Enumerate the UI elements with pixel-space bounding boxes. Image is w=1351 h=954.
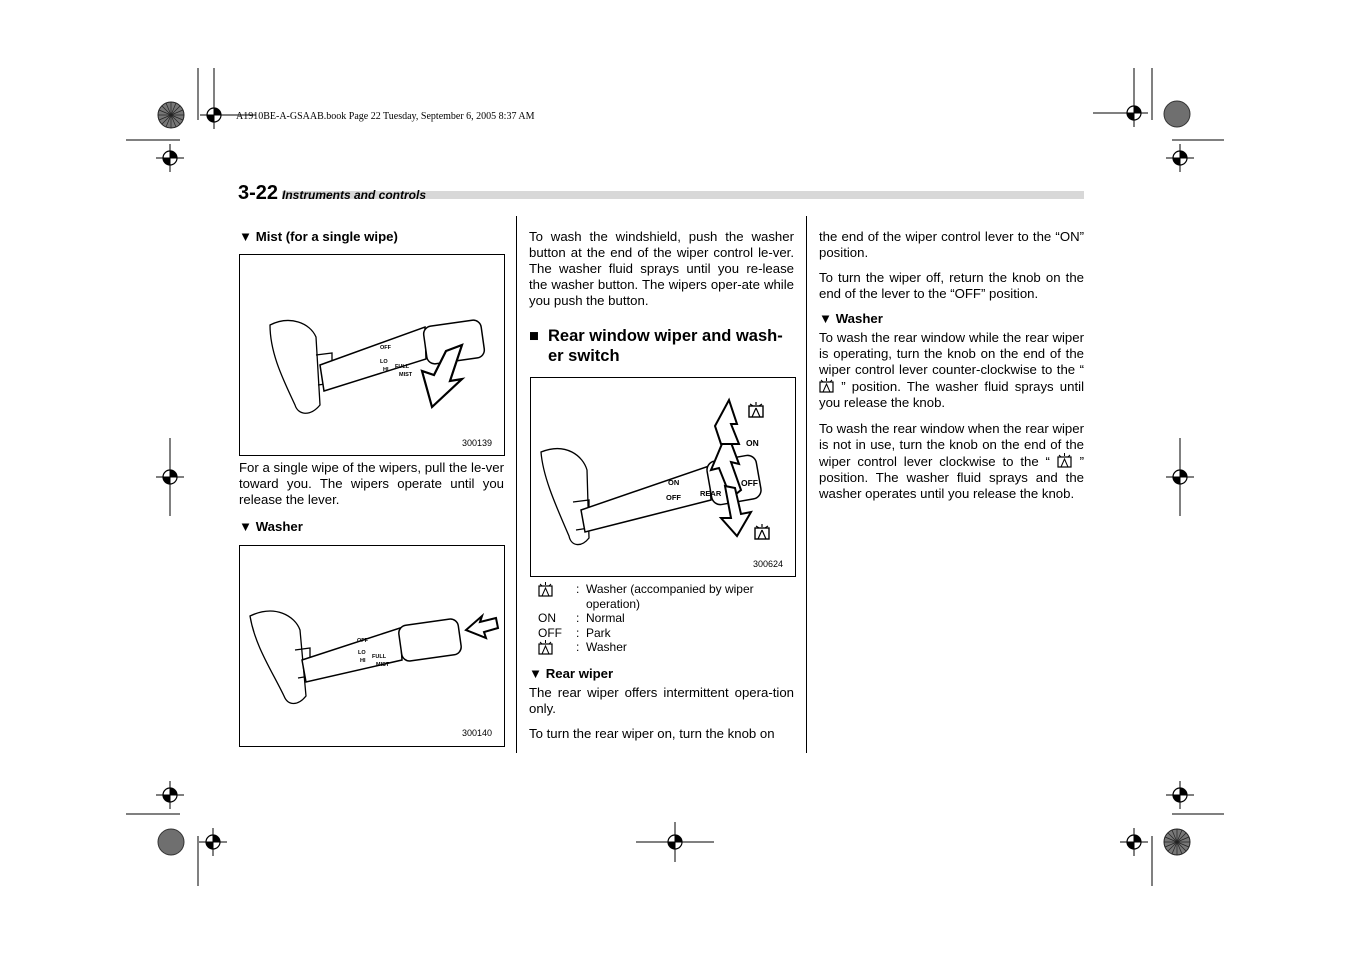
rear-on-continued-text: the end of the wiper control lever to the “ON” position.	[819, 229, 1084, 260]
column-1	[239, 229, 504, 245]
switch-label: FULL	[395, 364, 410, 370]
rear-wiper-heading: ▼ Rear wiper	[529, 666, 614, 681]
legend-key: OFF	[538, 625, 562, 640]
column-2	[529, 229, 794, 309]
figure-code: 300139	[462, 438, 493, 448]
legend-row: OFF : Park	[538, 626, 796, 641]
mist-text: For a single wipe of the wipers, pull the le-ver toward you. The wipers operate until you release the lever.	[239, 460, 504, 507]
switch-label: OFF	[380, 345, 391, 351]
washer-symbol-icon	[538, 640, 554, 655]
switch-label: LO	[380, 359, 388, 365]
washer-symbol-icon	[819, 378, 835, 393]
switch-label: MIST	[376, 662, 390, 668]
knob-label-off: OFF	[666, 493, 681, 502]
figure-mist	[239, 254, 505, 456]
rear-section-heading	[529, 326, 794, 366]
legend-row: : Washer	[538, 640, 796, 657]
legend-row: : Washer (accompanied by wiper operation)	[538, 582, 796, 611]
rear-wiper-text: To turn the rear wiper on, turn the knob on	[529, 726, 775, 741]
column-divider	[806, 216, 807, 753]
legend-row: ON : Normal	[538, 611, 796, 626]
legend-key: ON	[538, 611, 556, 625]
wiper-lever-pull-illustration	[240, 255, 504, 455]
legend-desc: Normal	[586, 611, 625, 625]
knob-label-rear: REAR	[700, 489, 722, 498]
switch-legend	[538, 582, 796, 657]
washer-symbol-icon	[1057, 453, 1073, 468]
column-divider	[516, 216, 517, 753]
windshield-wash-text: To wash the windshield, push the washer button at the end of the wiper control le-ver. The washer fluid sprays until you re-lease the washer button. The wipers oper-ate while you push the button.	[529, 229, 794, 308]
mist-heading: ▼ Mist (for a single wipe)	[239, 229, 398, 244]
washer-symbol-icon	[538, 582, 554, 597]
washer-section	[239, 519, 504, 535]
legend-desc: Washer	[586, 640, 627, 654]
legend-desc: Washer (accompanied by wiper operation)	[586, 582, 754, 611]
arrow-label-on: ON	[746, 438, 759, 448]
arrow-label-off: OFF	[741, 478, 758, 488]
wiper-lever-push-illustration	[240, 546, 504, 746]
figure-code: 300140	[462, 728, 493, 738]
rear-washer-text: To wash the rear window when the rear wiper is not in use, turn the knob on the end of the wiper control lever clockwise to the “ ” position. The washer fluid sprays and the washer operates until you release the knob.	[819, 421, 1084, 501]
washer-symbol-icon	[749, 402, 763, 417]
rear-wiper-switch-illustration	[531, 378, 795, 576]
switch-label: HI	[360, 658, 366, 664]
rear-wiper-text: The rear wiper offers intermittent opera-tion only.	[529, 685, 794, 716]
rear-washer-heading: ▼ Washer	[819, 311, 883, 326]
figure-rear-wiper	[530, 377, 796, 577]
column-3	[819, 229, 1084, 502]
rear-heading: Rear window wiper and wash-er switch	[548, 327, 783, 365]
figure-code: 300624	[753, 559, 784, 569]
figure-washer	[239, 545, 505, 747]
page-number: 3-22	[238, 182, 279, 204]
washer-symbol-icon	[755, 524, 769, 539]
knob-label-on: ON	[668, 478, 680, 487]
mist-description	[239, 460, 504, 508]
switch-label: MIST	[399, 372, 413, 378]
switch-label: HI	[383, 367, 389, 373]
switch-label: FULL	[372, 654, 387, 660]
switch-label: LO	[358, 650, 366, 656]
switch-label: OFF	[357, 638, 368, 644]
rear-wiper-section	[529, 666, 794, 742]
rear-washer-text: To wash the rear window while the rear wiper is operating, turn the knob on the end of the wiper control lever counter-clockwise to the “ ” position. The washer fluid sprays until you release the knob.	[819, 330, 1084, 410]
book-info: A1910BE-A-GSAAB.book Page 22 Tuesday, September 6, 2005 8:37 AM	[236, 111, 535, 122]
washer-heading: ▼ Washer	[239, 519, 303, 534]
rear-off-text: To turn the wiper off, return the knob on the end of the lever to the “OFF” position.	[819, 270, 1084, 301]
legend-desc: Park	[586, 625, 611, 640]
section-mark: ■	[529, 327, 539, 345]
section-title: Instruments and controls	[282, 188, 427, 202]
